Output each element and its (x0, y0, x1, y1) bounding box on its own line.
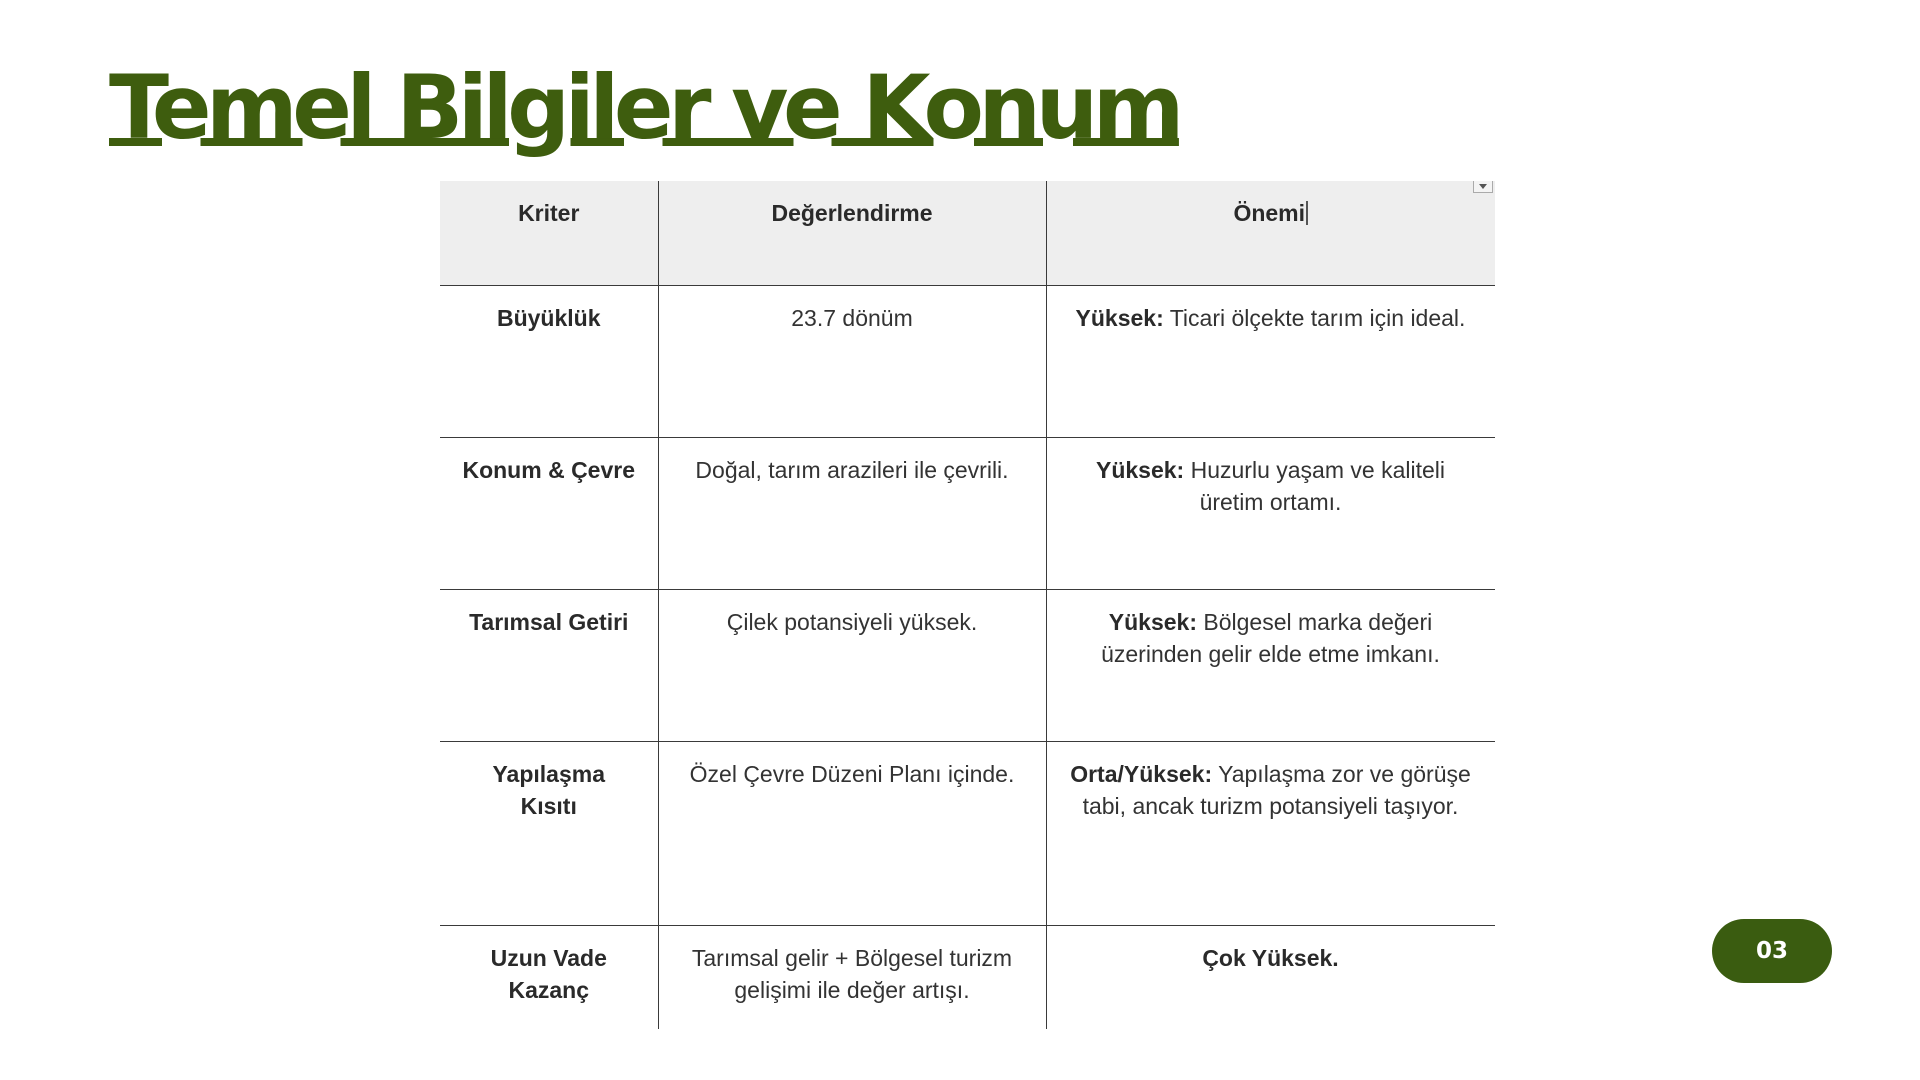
table-row (440, 285, 1495, 437)
header-criterion: Kriter (440, 181, 658, 285)
text-cursor (1306, 201, 1308, 225)
importance-label: Yüksek: (1096, 456, 1185, 483)
importance-text: Ticari ölçekte tarım için ideal. (1163, 304, 1466, 331)
importance-text: Bölgesel marka değeri üzerinden gelir elde etme imkanı. (1101, 608, 1440, 667)
cell-evaluation: Tarımsal gelir + Bölgesel turizm gelişimi ile değer artışı. (658, 925, 1046, 1029)
table-row (440, 437, 1495, 589)
page-number-badge (1712, 919, 1832, 983)
cell-criterion: Yapılaşma Kısıtı (440, 741, 658, 925)
importance-text: Yapılaşma zor ve görüşe tabi, ancak turizm potansiyeli taşıyor. (1082, 760, 1471, 819)
importance-label: Çok Yüksek. (1202, 944, 1339, 971)
cell-criterion: Tarımsal Getiri (440, 589, 658, 741)
cell-importance (1046, 437, 1495, 589)
header-evaluation: Değerlendirme (658, 181, 1046, 285)
cell-importance (1046, 589, 1495, 741)
table-row (440, 589, 1495, 741)
cell-evaluation: Doğal, tarım arazileri ile çevrili. (658, 437, 1046, 589)
cell-evaluation: Özel Çevre Düzeni Planı içinde. (658, 741, 1046, 925)
criteria-table (440, 181, 1495, 1029)
page-number: 03 (1755, 938, 1788, 964)
cell-criterion: Uzun Vade Kazanç (440, 925, 658, 1029)
cell-evaluation: Çilek potansiyeli yüksek. (658, 589, 1046, 741)
header-importance: Önemi (1046, 181, 1495, 285)
table-row (440, 925, 1495, 1029)
table-header-row (440, 181, 1495, 285)
cell-criterion: Büyüklük (440, 285, 658, 437)
cell-importance (1046, 741, 1495, 925)
criteria-table-container (440, 181, 1495, 1029)
cell-importance (1046, 285, 1495, 437)
cell-evaluation: 23.7 dönüm (658, 285, 1046, 437)
importance-text: Huzurlu yaşam ve kaliteli üretim ortamı. (1184, 456, 1445, 515)
importance-label: Yüksek: (1075, 304, 1164, 331)
slide-title: Temel Bilgiler ve Konum (109, 56, 1179, 159)
importance-label: Yüksek: (1108, 608, 1197, 635)
importance-label: Orta/Yüksek: (1070, 760, 1213, 787)
dropdown-arrow-icon[interactable] (1473, 181, 1493, 193)
cell-importance (1046, 925, 1495, 1029)
cell-criterion: Konum & Çevre (440, 437, 658, 589)
table-row (440, 741, 1495, 925)
